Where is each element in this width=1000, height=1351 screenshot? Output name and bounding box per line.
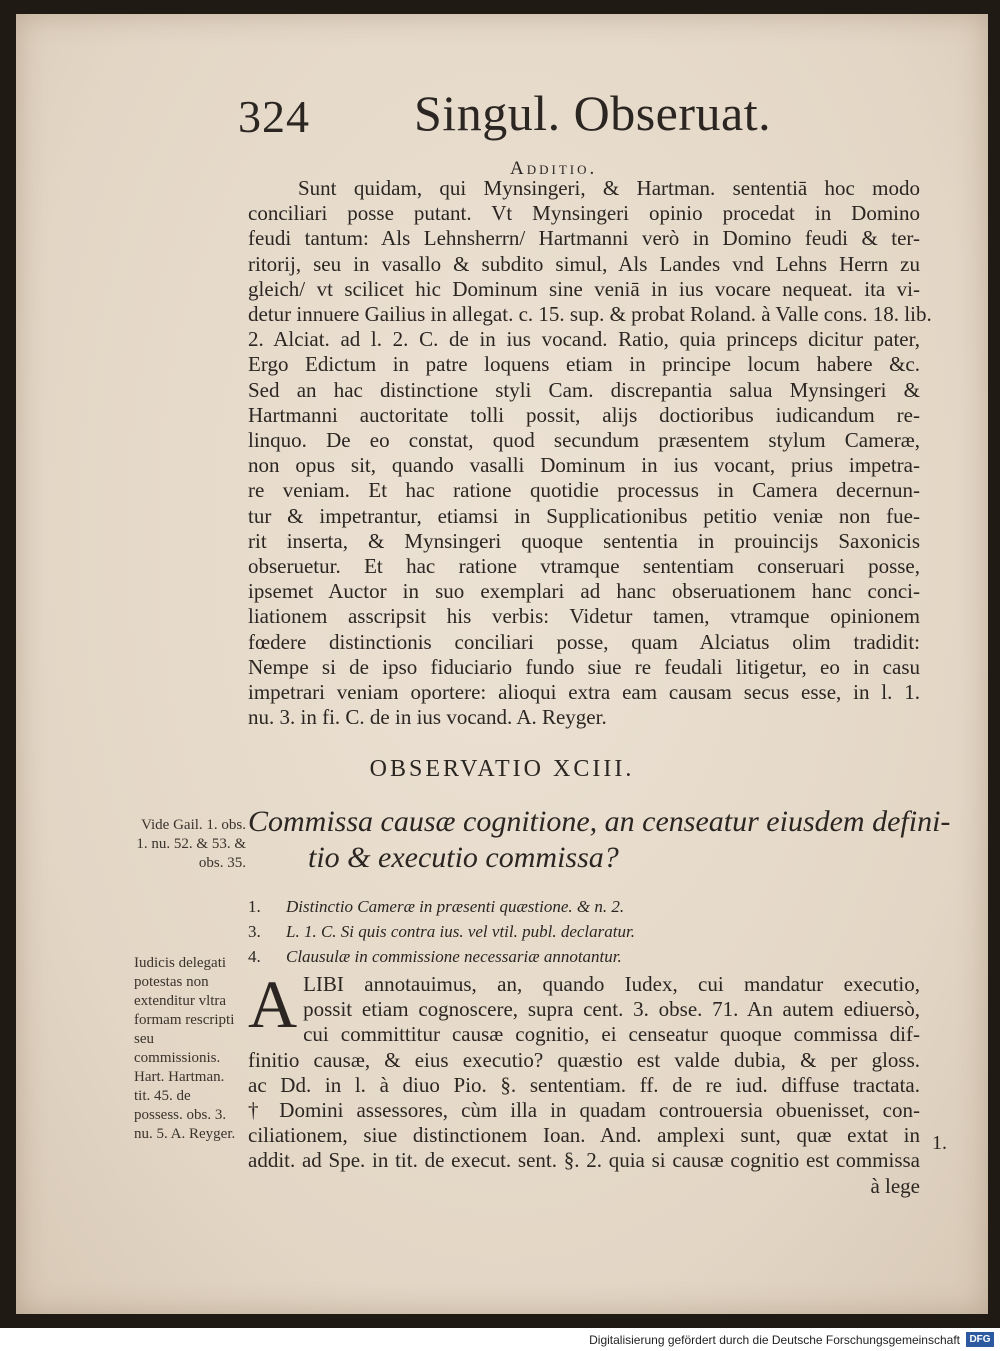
title-line: tio & executio commissa?	[308, 841, 619, 874]
text-line: detur innuere Gailius in allegat. c. 15. sup. & probat Roland. à Valle cons. 18. lib.	[248, 302, 932, 327]
additio-text	[248, 176, 932, 730]
text-line: † Domini assessores, cùm illa in quadam controuersia obuenisset, con-	[248, 1098, 920, 1123]
summary-number: 1.	[248, 897, 261, 916]
page-number: 324	[238, 91, 310, 142]
text-line: feudi tantum: Als Lehnsherrn/ Hartmanni verò in Domino feudi & ter-	[248, 226, 920, 251]
text-line: Ergo Edictum in patre loquens etiam in principe locum habere &c.	[248, 352, 920, 377]
summary-item	[248, 894, 920, 919]
running-title: Singul. Obseruat.	[414, 85, 772, 141]
catchword: à lege	[870, 1173, 920, 1198]
book-page	[16, 14, 988, 1314]
title-line: Commissa causæ cognitione, an censeatur eiusdem defini-	[248, 805, 951, 838]
text-line: ritorij, seu in vasallo & subdito simul, Als Landes vnd Lehns Herrn zu	[248, 251, 920, 276]
observatio-text	[248, 966, 920, 1199]
summary-text: L. 1. C. Si quis contra ius. vel vtil. publ. declaratur.	[286, 922, 635, 941]
text-line: ipsemet Auctor in suo exemplari ad hanc obseruationem hanc conci-	[248, 579, 920, 604]
drop-cap: A	[248, 966, 298, 1042]
text-line: cui committitur causæ cognitio, ei censeatur quoque commissa dif-	[303, 1022, 920, 1047]
digitization-footer	[0, 1330, 1000, 1351]
text-line: linquo. De eo constat, quod secundum præsentem stylum Cameræ,	[248, 428, 920, 453]
footer-credit: Digitalisierung gefördert durch die Deutsche Forschungsgemeinschaft	[589, 1333, 960, 1347]
text-line: 2. Alciat. ad l. 2. C. de in ius vocand. Ratio, quia princeps dicitur pater,	[248, 327, 920, 352]
page-header	[16, 84, 988, 154]
text-line: gleich/ vt scilicet hic Dominum sine veniā in ius vocare nequeat. ita vi-	[248, 276, 920, 301]
text-line: obseruetur. Et hac ratione vtramque sententiam conseruari posse,	[248, 554, 920, 579]
text-line: re veniam. Et hac ratione quotidie processus in Camera decernun-	[248, 478, 920, 503]
summary-text: Distinctio Cameræ in præsenti quæstione. & n. 2.	[286, 897, 625, 916]
summary-text: Clausulæ in commissione necessariæ annotantur.	[286, 947, 622, 966]
text-line: non opus sit, quando vasalli Dominum in ius vocant, prius impetra-	[248, 453, 920, 478]
text-line: Sunt quidam, qui Mynsingeri, & Hartman. sententiā hoc modo	[298, 176, 920, 200]
text-line: Nempe si de ipso fiduciario fundo siue re feudali litigetur, eo in casu	[248, 654, 920, 679]
observatio-heading: OBSERVATIO XCIII.	[369, 756, 635, 782]
text-line: possit etiam cognoscere, supra cent. 3. obse. 71. An autem ediuersò,	[303, 997, 920, 1022]
text-line: liationem asscripsit his verbis: Videtur tamen, vtramque opinionem	[248, 604, 920, 629]
observatio-title	[248, 804, 951, 876]
summary-item	[248, 919, 920, 944]
text-line: rit inserta, & Mynsingeri quoque sententia in prouincijs Saxonicis	[248, 528, 920, 553]
text-line: tur & impetrantur, etiamsi in Supplicationibus petitio veniæ non fue-	[248, 503, 920, 528]
summary-number: 3.	[248, 922, 261, 941]
text-line: ac Dd. in l. à diuo Pio. §. sententiam. ff. de re iud. diffuse tractata.	[248, 1072, 920, 1097]
text-line: conciliari posse putant. Vt Mynsingeri opinio procedat in Domino	[248, 201, 920, 226]
text-line: fœdere distinctionis conciliari posse, quam Alciatus olim tradidit:	[248, 629, 920, 654]
dfg-logo: DFG	[966, 1332, 994, 1347]
summary-number: 4.	[248, 947, 261, 966]
text-line: addit. ad Spe. in tit. de execut. sent. §. 2. quia si causæ cognitio est commissa	[248, 1148, 920, 1173]
text-line: Sed an hac distinctione styli Cam. discrepantia salua Mynsingeri &	[248, 377, 920, 402]
text-line: impetrari veniam oportere: alioqui extra eam causam secus esse, in l. 1.	[248, 680, 920, 705]
summary-item	[248, 944, 920, 969]
additio-heading: Additio.	[510, 158, 598, 179]
side-marker-number: 1.	[932, 1132, 947, 1154]
margin-note-iudicis: Iudicis delegati potestas non extenditur vltra formam rescripti seu commissionis. Hart. Hartman. tit. 45. de possess. obs. 3. nu. 5. A. Reyger.	[134, 955, 236, 1142]
text-line: finitio causæ, & eius executio? quæstio est valde dubia, & per gloss.	[248, 1047, 920, 1072]
text-line: ciliationem, siue distinctionem Ioan. And. amplexi sunt, quæ extat in	[248, 1123, 920, 1148]
text-line: LIBI annotauimus, an, quando Iudex, cui mandatur executio,	[303, 972, 920, 996]
margin-note-cross-reference: Vide Gail. 1. obs. 1. nu. 52. & 53. & obs. 35.	[136, 817, 246, 871]
summary-list	[248, 894, 920, 969]
text-line: Hartmanni auctoritate tolli possit, alijs doctioribus iudicandum re-	[248, 402, 920, 427]
text-line: nu. 3. in fi. C. de in ius vocand. A. Reyger.	[248, 705, 607, 730]
